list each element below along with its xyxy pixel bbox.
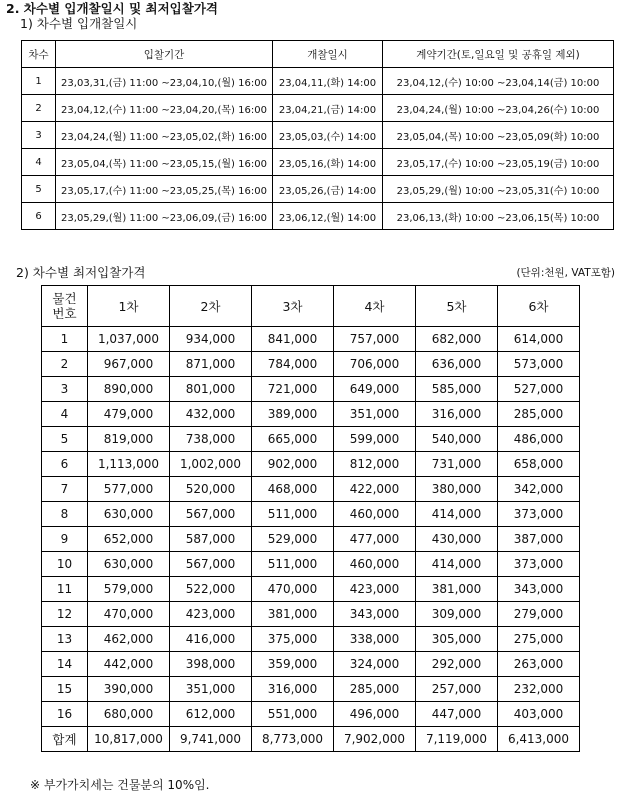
price-cell: 567,000	[170, 552, 252, 577]
price-header-cell: 5차	[416, 286, 498, 327]
price-cell: 460,000	[334, 502, 416, 527]
item-number-cell: 2	[42, 352, 88, 377]
schedule-cell-bid: 23,05,04,(목) 11:00 ~23,05,15,(월) 16:00	[56, 149, 273, 176]
schedule-row	[22, 122, 614, 149]
price-cell: 275,000	[498, 627, 580, 652]
price-cell: 738,000	[170, 427, 252, 452]
price-cell: 232,000	[498, 677, 580, 702]
price-cell: 414,000	[416, 502, 498, 527]
price-cell: 934,000	[170, 327, 252, 352]
schedule-header-row	[22, 41, 614, 68]
schedule-cell-bid: 23,05,17,(수) 11:00 ~23,05,25,(목) 16:00	[56, 176, 273, 203]
price-cell: 387,000	[498, 527, 580, 552]
price-cell: 496,000	[334, 702, 416, 727]
schedule-cell-no: 3	[22, 122, 56, 149]
price-cell: 1,002,000	[170, 452, 252, 477]
price-cell: 479,000	[88, 402, 170, 427]
item-number-cell: 5	[42, 427, 88, 452]
item-number-cell: 15	[42, 677, 88, 702]
schedule-cell-open: 23,04,11,(화) 14:00	[273, 68, 383, 95]
schedule-row	[22, 176, 614, 203]
price-cell: 757,000	[334, 327, 416, 352]
price-cell: 403,000	[498, 702, 580, 727]
price-cell: 373,000	[498, 552, 580, 577]
price-cell: 447,000	[416, 702, 498, 727]
price-row	[42, 327, 580, 352]
price-cell: 721,000	[252, 377, 334, 402]
price-cell: 305,000	[416, 627, 498, 652]
price-cell: 7,902,000	[334, 727, 416, 752]
price-cell: 585,000	[416, 377, 498, 402]
price-cell: 579,000	[88, 577, 170, 602]
price-cell: 511,000	[252, 552, 334, 577]
price-cell: 470,000	[88, 602, 170, 627]
price-cell: 263,000	[498, 652, 580, 677]
price-cell: 614,000	[498, 327, 580, 352]
price-cell: 342,000	[498, 477, 580, 502]
price-cell: 486,000	[498, 427, 580, 452]
price-cell: 812,000	[334, 452, 416, 477]
price-cell: 871,000	[170, 352, 252, 377]
price-cell: 338,000	[334, 627, 416, 652]
price-cell: 527,000	[498, 377, 580, 402]
price-cell: 551,000	[252, 702, 334, 727]
price-cell: 285,000	[334, 677, 416, 702]
price-cell: 324,000	[334, 652, 416, 677]
price-cell: 390,000	[88, 677, 170, 702]
price-row	[42, 627, 580, 652]
price-cell: 652,000	[88, 527, 170, 552]
price-cell: 432,000	[170, 402, 252, 427]
schedule-cell-no: 5	[22, 176, 56, 203]
item-number-cell: 4	[42, 402, 88, 427]
item-number-cell: 9	[42, 527, 88, 552]
schedule-header-cell: 차수	[22, 41, 56, 68]
vat-note: ※ 부가가치세는 건물분의 10%임.	[30, 778, 210, 792]
price-cell: 658,000	[498, 452, 580, 477]
price-cell: 477,000	[334, 527, 416, 552]
price-cell: 373,000	[498, 502, 580, 527]
schedule-row	[22, 95, 614, 122]
price-cell: 468,000	[252, 477, 334, 502]
price-cell: 1,113,000	[88, 452, 170, 477]
price-cell: 343,000	[334, 602, 416, 627]
schedule-cell-open: 23,05,03,(수) 14:00	[273, 122, 383, 149]
price-cell: 351,000	[170, 677, 252, 702]
price-cell: 577,000	[88, 477, 170, 502]
item-number-cell: 13	[42, 627, 88, 652]
price-cell: 343,000	[498, 577, 580, 602]
schedule-cell-open: 23,05,16,(화) 14:00	[273, 149, 383, 176]
item-number-cell: 11	[42, 577, 88, 602]
price-cell: 630,000	[88, 502, 170, 527]
price-row	[42, 527, 580, 552]
price-cell: 380,000	[416, 477, 498, 502]
price-cell: 381,000	[416, 577, 498, 602]
price-cell: 682,000	[416, 327, 498, 352]
price-cell: 540,000	[416, 427, 498, 452]
price-cell: 416,000	[170, 627, 252, 652]
schedule-cell-no: 6	[22, 203, 56, 230]
price-header-cell: 2차	[170, 286, 252, 327]
item-number-cell: 14	[42, 652, 88, 677]
schedule-cell-no: 4	[22, 149, 56, 176]
schedule-cell-no: 1	[22, 68, 56, 95]
price-cell: 801,000	[170, 377, 252, 402]
price-cell: 309,000	[416, 602, 498, 627]
price-header-cell: 물건 번호	[42, 286, 88, 327]
schedule-cell-open: 23,06,12,(월) 14:00	[273, 203, 383, 230]
price-cell: 257,000	[416, 677, 498, 702]
price-cell: 636,000	[416, 352, 498, 377]
price-cell: 285,000	[498, 402, 580, 427]
item-number-cell: 합계	[42, 727, 88, 752]
price-row	[42, 402, 580, 427]
schedule-cell-no: 2	[22, 95, 56, 122]
schedule-cell-bid: 23,04,12,(수) 11:00 ~23,04,20,(목) 16:00	[56, 95, 273, 122]
price-cell: 423,000	[170, 602, 252, 627]
price-row	[42, 452, 580, 477]
price-cell: 316,000	[252, 677, 334, 702]
price-cell: 967,000	[88, 352, 170, 377]
item-number-cell: 1	[42, 327, 88, 352]
price-row	[42, 702, 580, 727]
schedule-cell-contract: 23,05,17,(수) 10:00 ~23,05,19(금) 10:00	[383, 149, 614, 176]
schedule-cell-contract: 23,05,29,(월) 10:00 ~23,05,31(수) 10:00	[383, 176, 614, 203]
schedule-cell-contract: 23,04,12,(수) 10:00 ~23,04,14(금) 10:00	[383, 68, 614, 95]
price-cell: 430,000	[416, 527, 498, 552]
price-row	[42, 377, 580, 402]
price-row	[42, 477, 580, 502]
price-cell: 819,000	[88, 427, 170, 452]
schedule-row	[22, 68, 614, 95]
schedule-cell-bid: 23,03,31,(금) 11:00 ~23,04,10,(월) 16:00	[56, 68, 273, 95]
price-cell: 414,000	[416, 552, 498, 577]
price-cell: 8,773,000	[252, 727, 334, 752]
price-row	[42, 677, 580, 702]
price-cell: 9,741,000	[170, 727, 252, 752]
price-cell: 389,000	[252, 402, 334, 427]
price-cell: 442,000	[88, 652, 170, 677]
price-cell: 292,000	[416, 652, 498, 677]
price-cell: 423,000	[334, 577, 416, 602]
price-cell: 359,000	[252, 652, 334, 677]
item-number-cell: 12	[42, 602, 88, 627]
price-header-cell: 6차	[498, 286, 580, 327]
price-cell: 731,000	[416, 452, 498, 477]
price-cell: 890,000	[88, 377, 170, 402]
price-cell: 902,000	[252, 452, 334, 477]
item-number-cell: 7	[42, 477, 88, 502]
price-cell: 567,000	[170, 502, 252, 527]
price-cell: 10,817,000	[88, 727, 170, 752]
item-number-cell: 16	[42, 702, 88, 727]
schedule-subtitle: 1) 차수별 입개찰일시	[20, 16, 138, 31]
price-cell: 462,000	[88, 627, 170, 652]
price-row	[42, 602, 580, 627]
item-number-cell: 3	[42, 377, 88, 402]
price-row	[42, 502, 580, 527]
price-cell: 398,000	[170, 652, 252, 677]
price-cell: 351,000	[334, 402, 416, 427]
price-row	[42, 352, 580, 377]
price-row	[42, 652, 580, 677]
price-cell: 599,000	[334, 427, 416, 452]
price-cell: 529,000	[252, 527, 334, 552]
price-total-row	[42, 727, 580, 752]
price-cell: 522,000	[170, 577, 252, 602]
price-cell: 381,000	[252, 602, 334, 627]
price-cell: 841,000	[252, 327, 334, 352]
item-number-cell: 10	[42, 552, 88, 577]
price-cell: 649,000	[334, 377, 416, 402]
schedule-cell-contract: 23,05,04,(목) 10:00 ~23,05,09(화) 10:00	[383, 122, 614, 149]
schedule-cell-bid: 23,05,29,(월) 11:00 ~23,06,09,(금) 16:00	[56, 203, 273, 230]
price-cell: 665,000	[252, 427, 334, 452]
price-cell: 520,000	[170, 477, 252, 502]
price-row	[42, 552, 580, 577]
price-cell: 460,000	[334, 552, 416, 577]
price-cell: 7,119,000	[416, 727, 498, 752]
price-table	[41, 285, 580, 752]
price-row	[42, 427, 580, 452]
price-header-cell: 4차	[334, 286, 416, 327]
price-cell: 612,000	[170, 702, 252, 727]
section-heading: 2. 차수별 입개찰일시 및 최저입찰가격	[6, 1, 218, 16]
price-cell: 375,000	[252, 627, 334, 652]
price-cell: 680,000	[88, 702, 170, 727]
price-cell: 784,000	[252, 352, 334, 377]
price-cell: 316,000	[416, 402, 498, 427]
price-cell: 573,000	[498, 352, 580, 377]
price-row	[42, 577, 580, 602]
price-cell: 6,413,000	[498, 727, 580, 752]
schedule-table	[21, 40, 614, 230]
schedule-cell-contract: 23,06,13,(화) 10:00 ~23,06,15(목) 10:00	[383, 203, 614, 230]
price-cell: 587,000	[170, 527, 252, 552]
schedule-cell-open: 23,04,21,(금) 14:00	[273, 95, 383, 122]
schedule-cell-contract: 23,04,24,(월) 10:00 ~23,04,26(수) 10:00	[383, 95, 614, 122]
price-header-cell: 3차	[252, 286, 334, 327]
price-cell: 470,000	[252, 577, 334, 602]
price-header-row	[42, 286, 580, 327]
schedule-header-cell: 입찰기간	[56, 41, 273, 68]
schedule-header-cell: 개찰일시	[273, 41, 383, 68]
price-cell: 422,000	[334, 477, 416, 502]
schedule-header-cell: 계약기간(토,일요일 및 공휴일 제외)	[383, 41, 614, 68]
price-subtitle: 2) 차수별 최저입찰가격	[16, 265, 146, 280]
unit-note: (단위:천원, VAT포함)	[516, 267, 615, 279]
item-number-cell: 6	[42, 452, 88, 477]
schedule-cell-open: 23,05,26,(금) 14:00	[273, 176, 383, 203]
price-cell: 630,000	[88, 552, 170, 577]
schedule-row	[22, 203, 614, 230]
price-header-cell: 1차	[88, 286, 170, 327]
schedule-cell-bid: 23,04,24,(월) 11:00 ~23,05,02,(화) 16:00	[56, 122, 273, 149]
schedule-row	[22, 149, 614, 176]
price-cell: 706,000	[334, 352, 416, 377]
price-cell: 511,000	[252, 502, 334, 527]
price-cell: 279,000	[498, 602, 580, 627]
price-cell: 1,037,000	[88, 327, 170, 352]
item-number-cell: 8	[42, 502, 88, 527]
